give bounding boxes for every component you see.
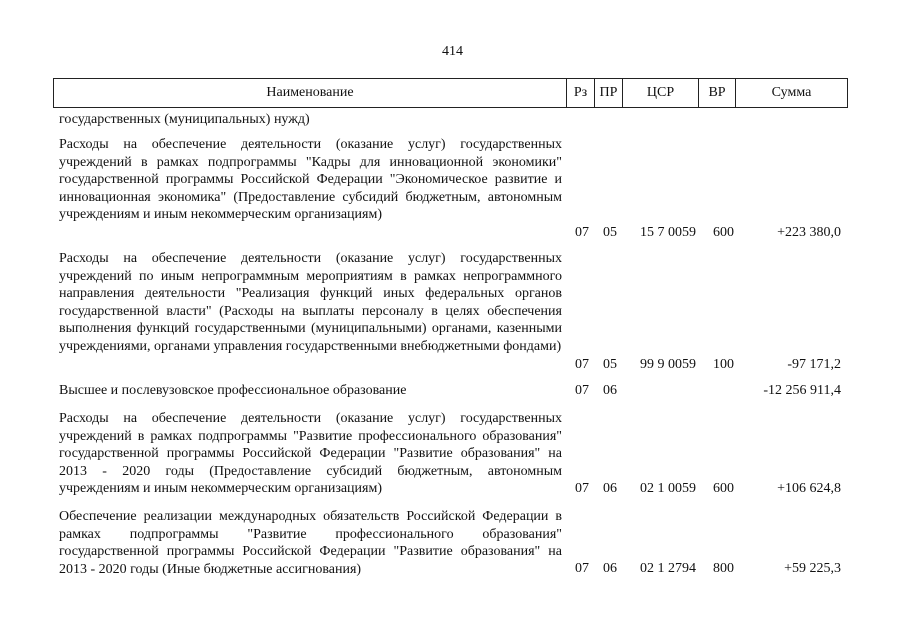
table-row <box>0 382 905 400</box>
row-rz: 07 <box>575 383 589 399</box>
header-name: Наименование <box>54 79 567 108</box>
row-vr: 800 <box>713 561 734 577</box>
row-rz: 07 <box>575 225 589 241</box>
row-rz: 07 <box>575 481 589 497</box>
table-row <box>0 250 905 374</box>
header-sum: Сумма <box>736 79 848 108</box>
header-csr: ЦСР <box>623 79 699 108</box>
continuation-row <box>0 111 905 129</box>
row-name: Расходы на обеспечение деятельности (оказание услуг) государственных учреждений в рамках подпрограммы "Развитие профессионального образования" государственной программы Российской Федерации "Развитие образования" на 2013 - 2020 годы (Предоставление субсидий бюджетным, автономным учреждениям и иным некоммерческим организациям) <box>59 411 562 497</box>
row-csr: 15 7 0059 <box>640 225 696 241</box>
row-csr: 02 1 2794 <box>640 561 696 577</box>
continuation-text: государственных (муниципальных) нужд) <box>59 112 310 127</box>
header-pr: ПР <box>595 79 623 108</box>
row-pr: 06 <box>603 561 617 577</box>
row-vr: 600 <box>713 481 734 497</box>
row-pr: 05 <box>603 357 617 373</box>
row-name: Высшее и послевузовское профессиональное образование <box>59 383 407 398</box>
page-number: 414 <box>442 44 463 59</box>
row-name: Расходы на обеспечение деятельности (оказание услуг) государственных учреждений по иным непрограммным мероприятиям в рамках непрограммного направления деятельности "Реализация функций иных федеральных органов государственной власти" (Расходы на выплаты персоналу в целях обеспечения выполнения функций государственными (муниципальными) органами, казенными учреждениями, органами управления государственными внебюджетными фондами) <box>59 251 562 354</box>
row-sum: +59 225,3 <box>784 561 841 577</box>
header-rz: Рз <box>567 79 595 108</box>
table-row <box>0 508 905 578</box>
row-sum: +223 380,0 <box>777 225 841 241</box>
row-csr: 99 9 0059 <box>640 357 696 373</box>
row-rz: 07 <box>575 357 589 373</box>
row-vr: 600 <box>713 225 734 241</box>
row-sum: -97 171,2 <box>787 357 841 373</box>
row-sum: +106 624,8 <box>777 481 841 497</box>
table-header <box>53 78 848 108</box>
row-pr: 06 <box>603 383 617 399</box>
row-name: Расходы на обеспечение деятельности (оказание услуг) государственных учреждений в рамках подпрограммы "Кадры для инновационной экономики" государственной программы Российской Федерации "Экономическое развитие и инновационная экономика" (Предоставление субсидий бюджетным, автономным учреждениям и иным некоммерческим организациям) <box>59 137 562 223</box>
row-csr: 02 1 0059 <box>640 481 696 497</box>
table-row <box>0 410 905 498</box>
row-pr: 05 <box>603 225 617 241</box>
header-vr: ВР <box>699 79 736 108</box>
row-vr: 100 <box>713 357 734 373</box>
row-pr: 06 <box>603 481 617 497</box>
row-name: Обеспечение реализации международных обязательств Российской Федерации в рамках подпрограммы "Развитие профессионального образования" государственной программы Российской Федерации "Развитие образования" на 2013 - 2020 годы (Иные бюджетные ассигнования) <box>59 509 562 577</box>
table-row <box>0 136 905 242</box>
row-sum: -12 256 911,4 <box>763 383 841 399</box>
row-rz: 07 <box>575 561 589 577</box>
